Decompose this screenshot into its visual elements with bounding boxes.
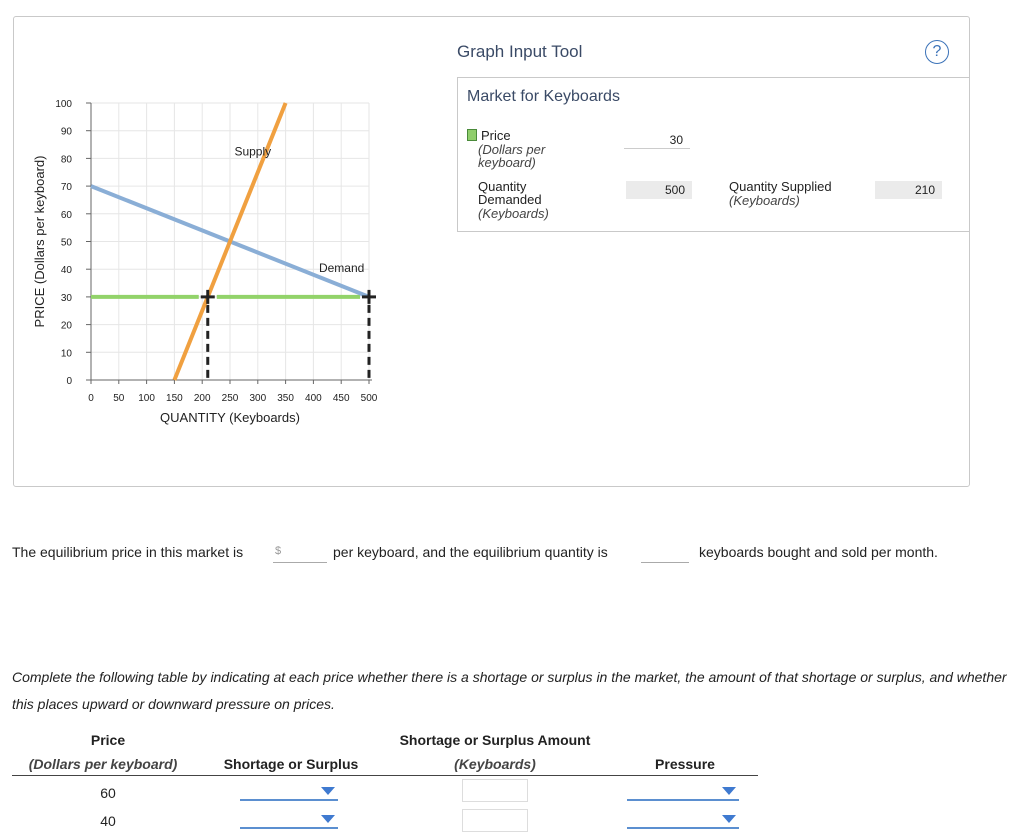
qs-label: Quantity Supplied xyxy=(729,179,832,194)
col-header-shortage: Shortage or Surplus xyxy=(223,756,359,772)
table-header-rule xyxy=(12,775,758,776)
x-tick-label: 200 xyxy=(193,393,211,404)
y-tick-label: 60 xyxy=(60,209,72,221)
x-tick-label: 50 xyxy=(113,393,125,404)
qd-sub-label: (Keyboards) xyxy=(478,206,549,221)
qs-value: 210 xyxy=(875,181,942,199)
row-price: 60 xyxy=(100,785,116,801)
market-title: Market for Keyboards xyxy=(467,88,620,105)
chevron-down-icon xyxy=(722,815,736,823)
col-header-amount: Shortage or Surplus Amount xyxy=(399,732,591,748)
x-tick-label: 250 xyxy=(221,393,239,404)
qd-label-2: Demanded xyxy=(478,192,542,207)
chart-axes xyxy=(55,99,377,404)
x-axis-title: QUANTITY (Keyboards) xyxy=(160,410,300,425)
pressure-dropdown[interactable] xyxy=(627,813,739,829)
shortage-surplus-dropdown[interactable] xyxy=(240,813,338,829)
supply-label: Supply xyxy=(234,144,272,159)
shortage-surplus-dropdown[interactable] xyxy=(240,785,338,801)
x-tick-label: 100 xyxy=(138,393,155,404)
price-field-sub-1: (Dollars per xyxy=(478,142,546,157)
x-tick-label: 450 xyxy=(332,393,350,404)
y-tick-label: 80 xyxy=(60,154,72,166)
col-header-amount-sub: (Keyboards) xyxy=(454,756,536,772)
equilibrium-quantity-input[interactable] xyxy=(641,542,689,563)
y-tick-label: 90 xyxy=(60,126,72,138)
dollar-sign: $ xyxy=(275,545,282,557)
y-axis-title: PRICE (Dollars per keyboard) xyxy=(32,155,47,328)
price-field-sub-2: keyboard) xyxy=(478,155,536,170)
y-tick-label: 100 xyxy=(55,99,72,110)
amount-input[interactable] xyxy=(462,809,528,832)
question-text-middle: per keyboard, and the equilibrium quantity is xyxy=(333,544,608,560)
help-icon[interactable]: ? xyxy=(925,40,949,64)
col-header-pressure: Pressure xyxy=(655,756,715,772)
chevron-down-icon xyxy=(321,787,335,795)
price-value-input[interactable]: 30 xyxy=(624,129,690,149)
price-field-label: Price xyxy=(467,129,511,142)
x-tick-label: 350 xyxy=(277,393,294,404)
y-tick-label: 10 xyxy=(60,348,72,360)
price-legend-swatch xyxy=(467,129,477,141)
x-tick-label: 400 xyxy=(305,393,322,404)
qd-label-1: Quantity xyxy=(478,179,527,194)
x-tick-label: 500 xyxy=(360,393,378,404)
x-tick-label: 150 xyxy=(166,393,183,404)
qs-sub-label: (Keyboards) xyxy=(729,193,800,208)
y-tick-label: 0 xyxy=(66,376,72,387)
qd-value: 500 xyxy=(626,181,692,199)
x-tick-label: 0 xyxy=(88,393,94,404)
pressure-dropdown[interactable] xyxy=(627,785,739,801)
question-text-before: The equilibrium price in this market is xyxy=(12,544,244,560)
question-text-after: keyboards bought and sold per month. xyxy=(699,544,938,560)
table-instructions: Complete the following table by indicating at each price whether there is a shortage or surplus in the market, the amount of that shortage or surplus, and whether this places upward or downward pressure on prices. xyxy=(12,669,1007,712)
row-price: 40 xyxy=(100,813,116,829)
y-tick-label: 30 xyxy=(60,292,72,304)
y-tick-label: 70 xyxy=(60,182,72,194)
demand-label: Demand xyxy=(318,260,365,275)
col-header-price: Price xyxy=(90,732,126,748)
graph-tool-title: Graph Input Tool xyxy=(457,42,583,61)
chevron-down-icon xyxy=(321,815,335,823)
amount-input[interactable] xyxy=(462,779,528,802)
y-tick-label: 20 xyxy=(60,320,72,332)
x-tick-label: 300 xyxy=(249,393,267,404)
chevron-down-icon xyxy=(722,787,736,795)
y-tick-label: 40 xyxy=(60,265,72,277)
equilibrium-price-input[interactable] xyxy=(273,542,327,563)
y-tick-label: 50 xyxy=(60,237,72,249)
col-header-price-sub: (Dollars per keyboard) xyxy=(28,756,178,772)
